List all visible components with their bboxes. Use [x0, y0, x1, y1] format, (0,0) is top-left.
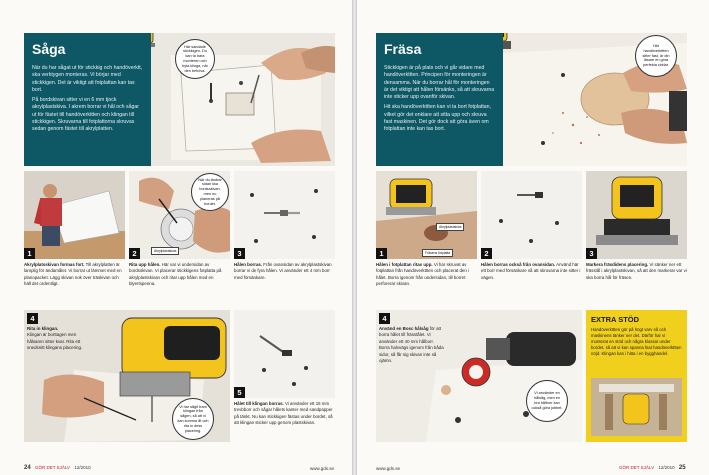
router-icon	[503, 33, 513, 57]
step-5-number: 5	[234, 387, 245, 398]
jigsaw-icon	[151, 33, 157, 55]
folio-brand-left: GÖR DET SJÄLV	[34, 465, 71, 470]
step-1-label-baseplate: Fräsens fotplatta	[422, 249, 453, 257]
step-5-caption-lead: Hålet till klingan borras.	[234, 401, 284, 406]
section-title-frasa: Fräsa	[384, 41, 422, 57]
folio-right	[619, 465, 686, 471]
step-4-number: 4	[27, 313, 38, 324]
hero-photo-saga	[151, 33, 335, 166]
folio-issue-left: 12/2010	[74, 465, 91, 470]
step-3-number: 3	[234, 248, 245, 259]
step-3-caption-text: Från ovansidan av akrylplastskivan borrar vi de fyra hålen. Vi använder ett 4 mm borr med försänkare.	[234, 262, 332, 280]
step-1-number: 1	[376, 248, 387, 259]
step-4-photo	[376, 310, 582, 442]
hero-photo-frasa	[503, 33, 687, 166]
hero-speech-bubble: Här sandade stickkigen. Du kan ta bara monteren och byta klinga, när den behöva.	[175, 39, 215, 79]
step-3-photo	[586, 171, 687, 259]
step-2-caption-lead: Rita upp hålen.	[129, 262, 161, 267]
extra-stod-box	[586, 310, 687, 442]
step-2-photo	[129, 171, 230, 259]
step-5-caption-text: Vi använder ett 15 mm trevbborr och sågar hålets kanter med sandpapper på tänkt. Nu kan stickkigen fästas under bordet, så att klingan sticker upp genom plastskivan.	[234, 401, 333, 426]
step-2-photo	[481, 171, 582, 259]
step-2-caption-text: Här var vi undersidan av bordsskivan. Vi placerar stickkigens fotplatta på akrylplastskivan och ritar upp hålen med en blyertspenna.	[129, 262, 222, 287]
step-1-photo	[24, 171, 125, 259]
right-page	[357, 0, 709, 475]
step-1-caption	[376, 262, 477, 288]
step-3-caption	[234, 262, 335, 281]
step-4-speech-bubble: Vi har sågit fram klingan från sågen, så att vi kan komma åt och rita in dess placering.	[172, 398, 214, 440]
step-4-caption-lead: Använd en Bosc hålsåg	[379, 326, 429, 331]
step-2-caption-text: Använd här ett borr med försänkare så att skruvarna inte sitter i vägen.	[481, 262, 581, 280]
intro-paragraph-1: Stickkigen är på plats och vi går vidare med handöverkttten. Principen för monteringen är densamma. När du borrar hål för monteringen är det viktigt att hålen försänks, så att skruvarna inte sticker upp ovanför skivan.	[384, 65, 495, 101]
extra-stod-photo	[591, 378, 682, 436]
step-3-photo	[234, 171, 335, 259]
step-4-number: 4	[379, 313, 390, 324]
step-1-photo	[376, 171, 477, 259]
step-3-caption-lead: Markera fräsdidens placering.	[586, 262, 649, 267]
step-1-caption-lead: Akrylplatsskivan formas fort.	[24, 262, 85, 267]
intro-box-frasa	[376, 33, 503, 166]
step-4-caption-box	[379, 326, 445, 364]
step-1-caption-text: Till akrylplatten är lamplig för ändamålet. Vi borrar ut lämmet med en planopacket. Lägg skivan nok över träskivan och häll det ordentligt.	[24, 262, 122, 287]
step-2-caption	[481, 262, 582, 281]
step-4-caption-text: Klingan är borttagen men hålsaren sitter kvar. Rita ett snedsnitt klingans placering.	[27, 332, 83, 351]
step-4-speech-bubble: Vi använder en hålsåg, men en bra hålborr kan också göra jobbet.	[526, 380, 568, 422]
page-number-left: 24	[24, 465, 31, 471]
step-1-caption-lead: Hålen i fotplattan ritas upp.	[376, 262, 433, 267]
step-2-number: 2	[481, 248, 492, 259]
step-1-caption	[24, 262, 125, 288]
step-2-speech-bubble: När du ändrar sidan ska bordsskivan, men nu planeras på bordet.	[191, 173, 229, 211]
left-page	[0, 0, 352, 475]
folio-left	[24, 465, 91, 471]
intro-paragraph-2: Hit ska handöverkttten kan vi ta bort fotplattan, vilket gör det enklare att sitta upp och skruva fast maskinen. Det gör dock att göra även om fotplattan inte kan tas bort.	[384, 104, 491, 133]
step-5-photo	[234, 310, 335, 398]
step-3-caption-lead: Hålen borras.	[234, 262, 263, 267]
step-2-number: 2	[129, 248, 140, 259]
page-number-right: 25	[678, 465, 686, 471]
step-1-caption-text: Vi har skruvat av fotplattan från handöverkttten och placerat den i hålet. Borra igenom från undersidan, till borret perforerar skivan.	[376, 262, 469, 287]
step-3-caption-text: Vi sänker ner ett frässtål i akrylplastskivan, så att den markerar var vi ska borra hål för fräsen.	[586, 262, 687, 280]
step-2-label: Akrylplastskiva	[151, 247, 179, 255]
folio-brand-right: GÖR DET SJÄLV	[619, 465, 655, 470]
step-2-caption	[129, 262, 230, 288]
step-5-caption	[234, 401, 335, 427]
step-1-label-acrylic: Akrylplastskiva	[436, 223, 464, 231]
extra-stod-text: Handöverkttten gör på högt varv så och maskinens tänker ner det. Därför har vi monterat en stöd och några klossar under bordet, så att vi kan spanna fast handöverkttten nöjd. Klingan kan i hitta i en bygghandel.	[591, 327, 682, 357]
hero-speech-bubble: Här handöverkttten sitter fast, är din läsare en göra perfekta cirklar.	[635, 35, 677, 77]
step-4-photo	[24, 310, 230, 442]
section-title-saga: Såga	[32, 41, 66, 57]
step-4-caption-box	[27, 326, 91, 352]
folio-web-left: www.gds.se	[310, 466, 335, 471]
folio-web-right: www.gds.se	[376, 466, 401, 471]
intro-paragraph-2: På bordskivan sitter vi en 6 mm tjock akrylplastskiva. I akrem borrar vi hål och sågar ut för fästet till handöverkttten och klingan till stickkigen. Skruvarna till fotplattorna skruvas sedan genom fästet till akrylplatten.	[32, 97, 139, 133]
step-3-caption	[586, 262, 687, 281]
step-2-caption-lead: Hålen borras också från ovansidan.	[481, 262, 556, 267]
step-3-number: 3	[586, 248, 597, 259]
folio-issue-right: 12/2010	[658, 465, 675, 470]
step-1-number: 1	[24, 248, 35, 259]
step-4-caption-text: för att borra hålet till frässtålet. Vi använder ett 40 mm hålborr. Borra halvvägs igenom från båda sidor, så får sig skivan inte så ojämn.	[379, 326, 444, 364]
intro-box-saga	[24, 33, 151, 166]
intro-paragraph-1: När du har sågat ut för stickkig och handöverktt, ska verktygen monteras. Vi börjar med stickkigen. Det är viktigt att fotplattan kan tas bort.	[32, 65, 143, 93]
extra-stod-title: EXTRA STÖD	[591, 315, 640, 324]
step-4-caption-lead: Rita in klingan.	[27, 326, 59, 331]
